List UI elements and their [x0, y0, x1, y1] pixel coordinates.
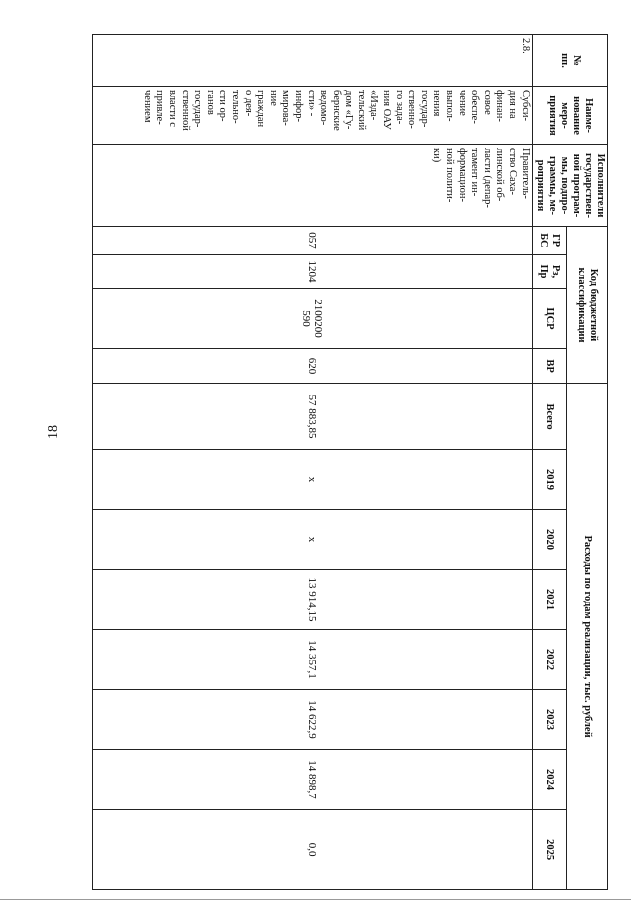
header-year-2022: 2022: [532, 630, 566, 690]
header-year-2024: 2024: [532, 750, 566, 810]
header-year-2021: 2021: [532, 570, 566, 630]
header-year-2019: 2019: [532, 450, 566, 510]
cell-executor: Правитель- ство Саха- линской об- ласти (депар- тамент ин- формацион- ной полити- ки): [93, 145, 533, 227]
header-csr: ЦСР: [532, 289, 566, 349]
cell-2024: 14 898,7: [93, 750, 533, 810]
header-total: Всего: [532, 384, 566, 450]
cell-2020: x: [93, 510, 533, 570]
header-year-2020: 2020: [532, 510, 566, 570]
cell-2022: 14 357,1: [93, 630, 533, 690]
cell-no: 2.8.: [93, 35, 533, 87]
header-grbs: ГР БС: [532, 227, 566, 255]
cell-csr: 2100200 590: [93, 289, 533, 349]
expenses-table: [92, 34, 608, 890]
cell-grbs: 057: [93, 227, 533, 255]
table-row: [93, 35, 533, 890]
header-expenses: Расходы по годам реализации, тыс. рублей: [567, 384, 608, 890]
cell-2021: 13 914,15: [93, 570, 533, 630]
cell-vr: 620: [93, 349, 533, 384]
rotated-table-container: [92, 34, 608, 861]
header-budget-code: Код бюджетной классификации: [567, 227, 608, 384]
header-vr: ВР: [532, 349, 566, 384]
header-rzpr: Рз, Пр: [532, 255, 566, 289]
cell-total: 57 883,85: [93, 384, 533, 450]
header-no: № пп.: [532, 35, 607, 87]
cell-2025: 0,0: [93, 810, 533, 890]
cell-rzpr: 1204: [93, 255, 533, 289]
page-number: 18: [46, 425, 61, 439]
header-year-2025: 2025: [532, 810, 566, 890]
header-executors: Исполнители государствен- ной програм- мы, подпро- граммы, ме- роприятия: [532, 145, 607, 227]
cell-2019: x: [93, 450, 533, 510]
cell-name: Субси- дия на финан- совое обеспе- чение выпол- нения государ- ственно- го зада- ния ОАУ «Изда- тельский дом «Гу- бернские ведомо- сти» - инфор- мирова- ние граждан о дея- тельно- сти ор- ганов государ- ственной власти с привле- чением: [93, 87, 533, 145]
page-bottom-rule: [0, 899, 631, 900]
header-name: Наиме- нование меро- приятия: [532, 87, 607, 145]
cell-2023: 14 622,9: [93, 690, 533, 750]
header-year-2023: 2023: [532, 690, 566, 750]
